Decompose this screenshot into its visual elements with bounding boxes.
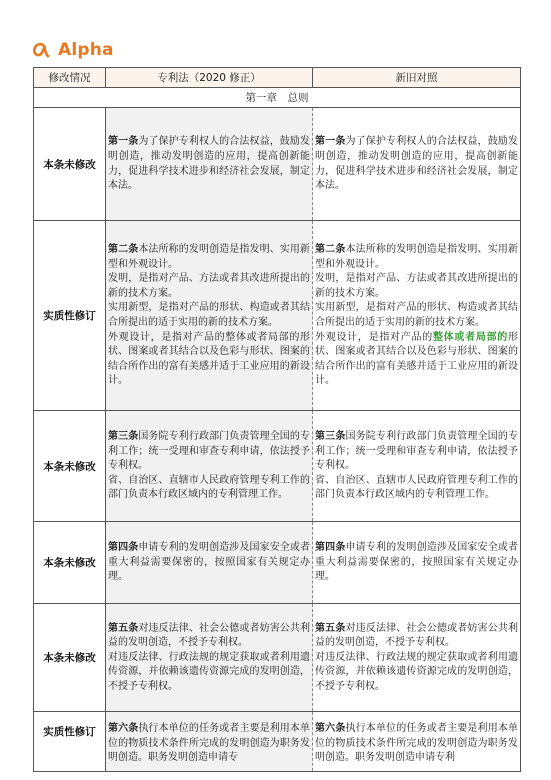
table-row [34,108,521,221]
paragraph [108,722,310,766]
table-row [34,712,521,772]
article-number: 第三条 [315,431,346,443]
paragraph: 实用新型，是指对产品的形状、构造或者其结合所提出的适于实用的新的技术方案。 [108,302,310,328]
new-text-cell [313,712,521,772]
old-text-cell [106,108,313,221]
old-text-cell [106,411,313,522]
paragraph [108,135,310,193]
new-text-cell [313,522,521,604]
article-number: 第一条 [108,136,139,148]
table-row [34,604,521,712]
article-text: 执行本单位的任务或者主要是利用本单位的物质技术条件所完成的发明创造为职务发明创造。职务发明创造申请专 [108,723,311,764]
brand-name: Alpha [58,40,114,60]
article-number: 第四条 [108,542,139,554]
article-text: 国务院专利行政部门负责管理全国的专利工作；统一受理和审查专利申请，依法授予专利权。 [315,431,519,472]
old-text-cell [106,522,313,604]
paragraph [315,430,518,474]
comparison-table [33,67,521,772]
article-text: 国务院专利行政部门负责管理全国的专利工作；统一受理和审查专利申请，依法授予专利权。 [108,431,311,472]
table-row [34,411,521,522]
article-number: 第三条 [108,431,139,443]
header-comparison: 新旧对照 [313,68,521,88]
chapter-title: 第一章 总则 [34,88,521,108]
article-number: 第二条 [315,244,346,256]
paragraph: 对违反法律、行政法规的规定获取或者利用遗传资源，并依赖该遗传资源完成的发明创造，不授予专利权。 [108,651,310,692]
status-badge: 本条未修改 [34,108,106,221]
article-text: 申请专利的发明创造涉及国家安全或者重大利益需要保密的，按照国家有关规定办理。 [108,542,311,583]
article-number: 第二条 [108,244,139,256]
paragraph [315,135,518,193]
article-text: 对违反法律、社会公德或者妨害公共利益的发明创造，不授予专利权。 [108,622,311,649]
article-text: 本法所称的发明创造是指发明、实用新型和外观设计。 [315,244,519,270]
paragraph: 省、自治区、直辖市人民政府管理专利工作的部门负责本行政区域内的专利管理工作。 [315,474,518,501]
paragraph: 实用新型，是指对产品的形状、构造或者其结合所提出的适于实用的新的技术方案。 [315,302,518,328]
status-badge: 本条未修改 [34,411,106,522]
header-old-law: 专利法（2020 修正） [106,68,313,88]
new-text-cell [313,411,521,522]
article-text: 申请专利的发明创造涉及国家安全或者重大利益需要保密的，按照国家有关规定办理。 [315,542,519,583]
article-text: 对违反法律、社会公德或者妨害公共利益的发明创造，不授予专利权。 [315,622,519,649]
old-text-cell [106,221,313,411]
paragraph [315,331,518,389]
paragraph [315,722,518,766]
article-text: 执行本单位的任务或者主要是利用本单位的物质技术条件所完成的发明创造为职务发明创造。职务发明创造申请专利 [315,723,519,764]
paragraph [108,622,310,651]
paragraph [315,622,518,651]
status-badge: 本条未修改 [34,522,106,604]
status-badge: 实质性修订 [34,221,106,411]
article-text: 本法所称的发明创造是指发明、实用新型和外观设计。 [108,244,311,270]
article-number: 第六条 [108,723,139,734]
table-row [34,522,521,604]
article-text: 外观设计，是指对产品的 [315,331,433,343]
paragraph: 外观设计，是指对产品的整体或者局部的形状、图案或者其结合以及色彩与形状、图案的结合所作出的富有美感并适于工业应用的新设计。 [108,331,310,387]
article-text: 为了保护专利权人的合法权益，鼓励发明创造，推动发明创造的应用，提高创新能力，促进科学技术进步和经济社会发展，制定本法。 [108,136,311,192]
paragraph: 发明，是指对产品、方法或者其改进所提出的新的技术方案。 [315,273,518,299]
article-text: 为了保护专利权人的合法权益，鼓励发明创造，推动发明创造的应用，提高创新能力，促进科学技术进步和经济社会发展，制定本法。 [315,136,519,192]
paragraph: 对违反法律、行政法规的规定获取或者利用遗传资源，并依赖该遗传资源完成的发明创造，不授予专利权。 [315,651,518,692]
paragraph: 省、自治区、直辖市人民政府管理专利工作的部门负责本行政区域内的专利管理工作。 [108,474,310,501]
table-header-row [34,68,521,88]
header-status: 修改情况 [34,68,106,88]
article-number: 第五条 [315,622,346,634]
article-number: 第一条 [315,136,346,148]
table-row [34,221,521,411]
article-number: 第六条 [315,723,346,734]
paragraph [108,430,310,474]
paragraph [108,541,310,585]
new-text-cell [313,108,521,221]
paragraph [108,243,310,272]
alpha-logo-icon [30,39,52,61]
status-badge: 本条未修改 [34,604,106,712]
new-text-cell [313,221,521,411]
article-number: 第五条 [108,622,139,634]
article-number: 第四条 [315,542,346,554]
paragraph [315,243,518,272]
status-badge: 实质性修订 [34,712,106,772]
paragraph: 发明，是指对产品、方法或者其改进所提出的新的技术方案。 [108,273,310,299]
brand-logo [30,38,114,62]
chapter-row [34,88,521,108]
old-text-cell [106,712,313,772]
paragraph [315,541,518,585]
old-text-cell [106,604,313,712]
article-text: 形状、图案或者其结合以及色彩与形状、图案的结合所作出的富有美感并适于工业应用的新设计。 [315,331,519,387]
new-text-cell [313,604,521,712]
highlighted-change: 整体或者局部的 [432,331,509,343]
